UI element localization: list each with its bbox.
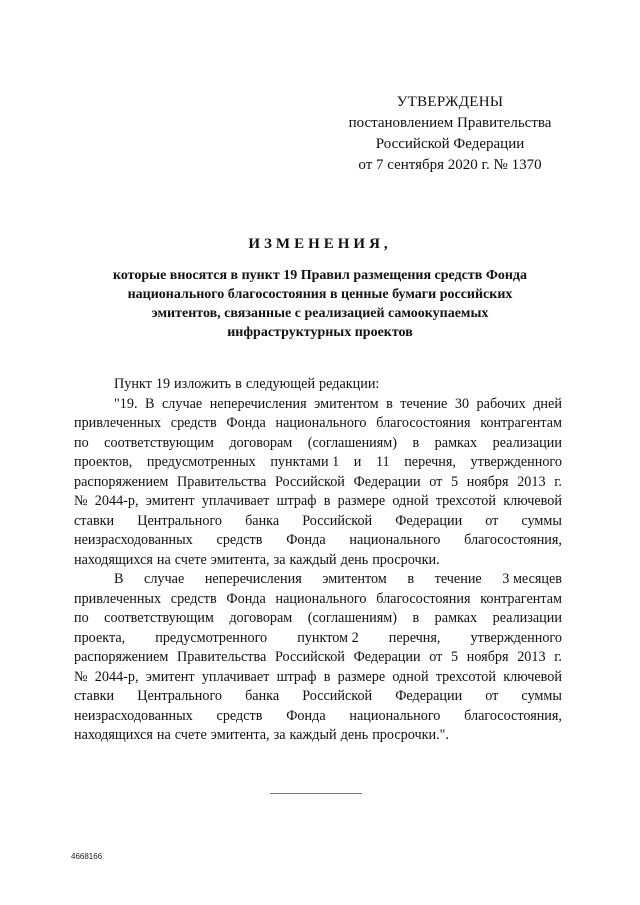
body-word: неизрасходованных bbox=[74, 532, 193, 548]
body-word: уплачивает bbox=[201, 668, 270, 685]
body-word: предусмотренного bbox=[155, 629, 268, 646]
body-word: привлеченных bbox=[74, 415, 162, 431]
body-word: Центрального bbox=[137, 688, 223, 704]
body-word: контрагентам bbox=[480, 415, 562, 431]
body-line bbox=[74, 395, 562, 415]
body-word: привлеченных bbox=[74, 590, 162, 607]
body-line bbox=[74, 570, 562, 590]
body-word: Российской bbox=[302, 512, 373, 529]
body-line bbox=[74, 414, 562, 434]
body-word: (соглашениям) bbox=[307, 434, 397, 451]
body-word: ключевой bbox=[503, 493, 562, 509]
body-word: в bbox=[323, 668, 331, 685]
body-word: штраф bbox=[276, 668, 317, 685]
body-word: ноября bbox=[466, 473, 509, 490]
body-word: перечня, bbox=[404, 454, 456, 470]
body-word: на bbox=[156, 727, 171, 743]
body-word: эмитент bbox=[145, 493, 195, 509]
body-word: Федерации bbox=[395, 688, 463, 704]
body-word: находящихся bbox=[74, 727, 153, 743]
body-line bbox=[74, 473, 562, 493]
body-word: 3 месяцев bbox=[502, 571, 562, 587]
body-word: благосостояния bbox=[376, 590, 471, 607]
body-word: дней bbox=[533, 395, 562, 412]
body-word: трехсотой bbox=[435, 493, 496, 509]
body-word: ключевой bbox=[503, 668, 562, 685]
body-word: в bbox=[412, 610, 420, 626]
body-word: течение bbox=[400, 395, 448, 412]
body-word: национального bbox=[275, 415, 367, 431]
subtitle-line: национального благосостояния в ценные бумаги российских bbox=[127, 287, 513, 302]
body-word: в bbox=[412, 434, 420, 451]
body-line bbox=[74, 668, 562, 688]
body-word: эмитента, bbox=[210, 727, 270, 743]
body-word: и bbox=[353, 454, 362, 470]
body-word: ставки bbox=[74, 512, 115, 529]
body-word: эмитентом bbox=[314, 395, 379, 412]
body-word: г. bbox=[554, 473, 562, 490]
body-word: № bbox=[74, 668, 88, 685]
approval-line-2: Российской Федерации bbox=[375, 136, 525, 152]
body-line bbox=[74, 648, 562, 668]
body-word: от bbox=[429, 473, 443, 490]
body-word: эмитентом bbox=[322, 571, 387, 587]
body-word: контрагентам bbox=[480, 590, 562, 607]
subtitle-line: которые вносятся в пункт 19 Правил размещения средств Фонда bbox=[112, 268, 527, 283]
body-word: одной bbox=[392, 493, 429, 509]
body-word: течение bbox=[434, 571, 482, 587]
body-word: В bbox=[145, 395, 155, 412]
body-word: суммы bbox=[521, 688, 562, 704]
body-word: пунктами 1 bbox=[270, 454, 340, 470]
body-word: договорам bbox=[229, 434, 293, 451]
body-word: в bbox=[386, 395, 393, 412]
body-word: находящихся bbox=[74, 551, 153, 568]
body-line bbox=[74, 512, 562, 532]
body-word: по bbox=[74, 610, 89, 626]
body-word: Фонда bbox=[226, 590, 266, 607]
body-word: банка bbox=[245, 512, 280, 529]
body-word: национального bbox=[349, 532, 441, 548]
body-line bbox=[74, 375, 562, 395]
body-line bbox=[74, 551, 562, 571]
document-code: 4668166 bbox=[71, 852, 103, 861]
body-word: реализации bbox=[492, 610, 562, 626]
body-word: по bbox=[74, 434, 89, 451]
body-word: Фонда bbox=[286, 532, 326, 548]
body-word: договорам bbox=[229, 610, 293, 626]
body-word: благосостояния, bbox=[464, 707, 562, 724]
body-word: в bbox=[407, 571, 415, 587]
body-word: суммы bbox=[521, 512, 562, 529]
body-word: Российской bbox=[274, 649, 345, 665]
body-word: счете bbox=[174, 551, 207, 568]
body-line bbox=[74, 726, 562, 746]
body-word: национального bbox=[275, 590, 367, 607]
subtitle-line: эмитентов, связанные с реализацией самоокупаемых bbox=[151, 306, 489, 321]
body-word: Центрального bbox=[137, 512, 223, 529]
body-word: Правительства bbox=[177, 649, 267, 665]
body-word: средств bbox=[170, 590, 217, 607]
body-word: благосостояния, bbox=[464, 532, 562, 548]
body-word: за bbox=[273, 551, 286, 568]
body-word: просрочки.". bbox=[372, 727, 449, 743]
body-word: на bbox=[156, 551, 171, 568]
body-line bbox=[74, 492, 562, 512]
body-word: утвержденного bbox=[470, 629, 562, 646]
body-word: Фонда bbox=[226, 415, 266, 431]
body-word: рамках bbox=[434, 434, 478, 451]
body-word: предусмотренных bbox=[146, 454, 256, 470]
body-word: редакции: bbox=[319, 376, 380, 392]
body-word: уплачивает bbox=[201, 493, 270, 509]
body-word: В bbox=[114, 571, 124, 587]
body-word: проекта, bbox=[74, 629, 126, 646]
body-word: распоряжением bbox=[74, 473, 169, 490]
body-word: средств bbox=[216, 532, 263, 548]
body-word: каждый bbox=[289, 727, 337, 743]
approval-heading: УТВЕРЖДЕНЫ bbox=[396, 94, 504, 110]
approval-line-1: постановлением Правительства bbox=[348, 115, 552, 131]
body-word: проектов, bbox=[74, 454, 133, 470]
body-word: неперечисления bbox=[209, 395, 307, 412]
body-word: средств bbox=[170, 415, 217, 431]
body-word: "19. bbox=[114, 395, 138, 412]
body-line bbox=[74, 531, 562, 551]
end-divider bbox=[270, 793, 362, 794]
body-word: 2044-р, bbox=[94, 668, 139, 685]
body-line bbox=[74, 434, 562, 454]
subtitle-line: инфраструктурных проектов bbox=[227, 325, 413, 340]
body-word: утвержденного bbox=[470, 454, 562, 470]
body-word: каждый bbox=[289, 551, 337, 568]
body-word: от bbox=[485, 512, 499, 529]
body-word: соответствующим bbox=[104, 610, 214, 626]
body-word: размере bbox=[337, 493, 386, 509]
body-word: 2044-р, bbox=[94, 493, 139, 509]
body-word: изложить bbox=[174, 376, 232, 392]
body-word: рабочих bbox=[476, 395, 526, 412]
body-word: Российской bbox=[274, 473, 345, 490]
body-word: трехсотой bbox=[435, 668, 496, 685]
body-word: пунктом 2 bbox=[297, 629, 359, 646]
body-word: неперечисления bbox=[204, 571, 302, 587]
body-word: банка bbox=[245, 688, 280, 704]
body-word: следующей bbox=[245, 376, 316, 392]
body-word: ноября bbox=[466, 649, 509, 665]
body-line bbox=[74, 687, 562, 707]
body-word: от bbox=[485, 688, 499, 704]
body-word: эмитент bbox=[145, 668, 195, 685]
body-word: реализации bbox=[492, 434, 562, 451]
body-word: № bbox=[74, 493, 88, 509]
document-title: ИЗМЕНЕНИЯ, bbox=[248, 236, 392, 252]
body-word: Федерации bbox=[353, 473, 421, 490]
body-word: день bbox=[340, 727, 369, 743]
body-word: от bbox=[429, 649, 443, 665]
body-word: одной bbox=[392, 668, 429, 685]
body-word: 11 bbox=[375, 454, 390, 470]
body-word: Федерации bbox=[353, 649, 421, 665]
body-line bbox=[74, 629, 562, 649]
body-word: случае bbox=[162, 395, 203, 412]
body-word: неизрасходованных bbox=[74, 707, 193, 724]
body-word: в bbox=[235, 376, 242, 392]
body-line bbox=[74, 453, 562, 473]
body-word: за bbox=[273, 727, 286, 743]
body-word: распоряжением bbox=[74, 649, 169, 665]
body-word: штраф bbox=[276, 493, 317, 509]
body-word: размере bbox=[337, 668, 386, 685]
document-subtitle bbox=[70, 266, 570, 342]
body-word: 2013 bbox=[517, 473, 546, 490]
body-word: 5 bbox=[451, 473, 459, 490]
body-word: (соглашениям) bbox=[307, 610, 397, 626]
body-word: просрочки. bbox=[372, 551, 440, 568]
body-line bbox=[74, 590, 562, 610]
body-word: 5 bbox=[451, 649, 459, 665]
body-text bbox=[74, 375, 562, 746]
body-word: перечня, bbox=[388, 629, 441, 646]
body-word: в bbox=[323, 493, 331, 509]
body-word: Пункт bbox=[114, 376, 152, 392]
body-word: рамках bbox=[434, 610, 478, 626]
body-word: Правительства bbox=[177, 473, 267, 490]
body-word: 30 bbox=[454, 395, 470, 412]
body-line bbox=[74, 707, 562, 727]
body-word: национального bbox=[349, 707, 441, 724]
body-word: день bbox=[340, 551, 369, 568]
approval-line-3: от 7 сентября 2020 г. № 1370 bbox=[358, 157, 542, 173]
body-word: г. bbox=[554, 649, 562, 665]
body-line bbox=[74, 609, 562, 629]
body-word: 19 bbox=[155, 376, 171, 392]
body-word: 2013 bbox=[517, 649, 546, 665]
body-word: Федерации bbox=[395, 512, 463, 529]
body-word: эмитента, bbox=[210, 551, 270, 568]
body-word: Фонда bbox=[286, 707, 326, 724]
body-word: средств bbox=[216, 707, 263, 724]
body-word: счете bbox=[174, 727, 207, 743]
body-word: случае bbox=[144, 571, 185, 587]
body-word: ставки bbox=[74, 688, 115, 704]
approval-stamp bbox=[330, 92, 570, 176]
body-word: Российской bbox=[302, 688, 373, 704]
body-word: благосостояния bbox=[376, 415, 471, 431]
body-word: соответствующим bbox=[104, 434, 214, 451]
